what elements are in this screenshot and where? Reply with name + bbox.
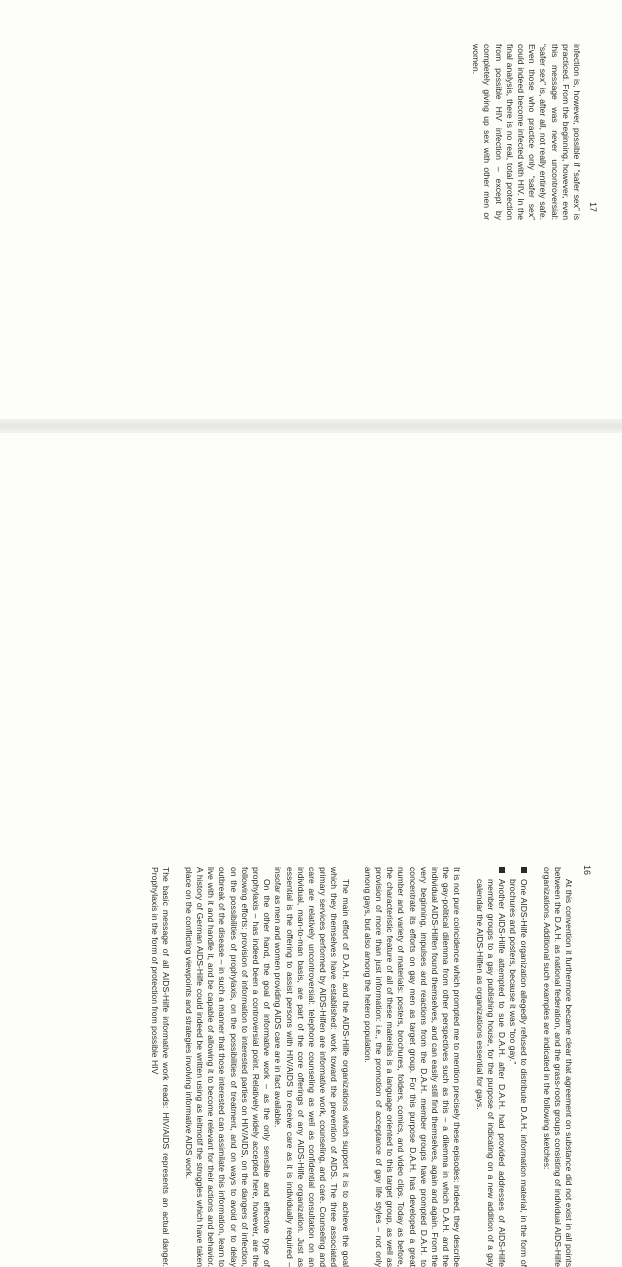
- page-16-paragraph-2: The main effort of D.A.H. and the AIDS-Hilfe organizations which support it is to achieve the goal which they themselves have established: work toward the prevention of AIDS. The three associated primary services performed by AIDS-Hilfen are informative work, counseling, and care. Counseling and care are relatively uncontroversial: telephone counseling as well as confidential consultation on an individual, man-to-man basis, are part of the core offerings of any AIDS-Hilfe organization. Just as essential is the offering to assist persons with HIV/AIDS to receive care as it is individually required – insofar as men and women providing AIDS care are in fact available.: [273, 867, 351, 1267]
- page-17-number: 17: [588, 202, 598, 213]
- page-17-text-column: [459, 44, 582, 220]
- page-16-text-column: [138, 867, 574, 1267]
- page-16-bullet-item: [507, 867, 529, 1267]
- page-16-bullet-item: [473, 867, 507, 1267]
- page-16-paragraph-1: It is not pure coincidence which prompted me to mention precisely these episodes: indeed, they describe the gay-political dilemma from other perspectives such as this – a dilemma in which D.A.H. and the individual AIDS-Hilfen found themselves, and can easily still find themselves, again and again. From the very beginning, impulses and reactions from the D.A.H. member groups have prompted D.A.H. to concentrate its efforts on gay men as target group. For this purpose D.A.H. has developed a great number and variety of materials: posters, brochures, folders, comics, and video clips. Today as before, the characteristic feature of all of these materials is a language oriented to this target group, as well as provision of more than just information: i.e., the promotion of acceptance of gay life styles – not only among gays, but also among the hetero population.: [362, 867, 463, 1267]
- page-16-intro: At this convention it furthermore became clear that agreement on substance did not exist in all points between the D.A.H. as national federation, and the grass-roots groups consisting of individual AIDS-Hilfe organizations. Additional such examples are indicated in the following sketches:: [541, 867, 574, 1267]
- page-17-paragraph: infection is, however, possible if “safer sex” is practiced. From the beginning, however, even this message was never uncontroversial: “safer sex” is, after all, not really entirely safe. Even those who practice only “safer sex” could indeed become infected with HIV. In the final analysis, there is no real, total protection from possible HIV infection – except by completely giving up sex with other men or women.: [471, 44, 582, 220]
- page-17: [0, 0, 622, 419]
- page-16-paragraph-3: On the other hand, the goal of informative work – as the only sensible and effective type of prophylaxis – has indeed been a controversial point. Relatively widely accepted here, however, are the following efforts: provision of information to interested parties on HIV/AIDS, on the dangers of infection, on the possibilities of prophylaxis, on the possibilities of treatment, and on ways to avoid or to delay outbreak of the disease – in such a manner that those interested can assimilate this information, learn to live with it and handle it, and be capable of allowing it to become relevant for their actions and behavior. A history of German AIDS-Hilfe could indeed be written using as leitmotif the struggles which have taken place on the conflicting viewpoints and strategies involving informative AIDS work.: [183, 867, 273, 1267]
- square-bullet-icon: [521, 867, 527, 873]
- page-16-bullet-text: One AIDS-Hilfe organization allegedly refused to distribute D.A.H. information material, in the form of brochures and posters, because it was “too gay.”: [508, 879, 530, 1267]
- page-16-paragraph-4: The basic message of all AIDS-Hilfe informative work reads: HIV/AIDS represents an actual danger. Prophylaxis in the form of protection from possible HIV: [150, 867, 172, 1267]
- book-gutter: [0, 419, 622, 433]
- page-16-bullet-text: Another AIDS-Hilfe attempted to sue D.A.H. after D.A.H. had provided addresses of AIDS-Hilfe member groups to a gay publishing house, for the purpose of indicating on a new addition of a gay calendar the AIDS-Hilfen as organizations essential for gays.: [474, 879, 507, 1267]
- square-bullet-icon: [499, 867, 505, 873]
- page-16: [0, 433, 622, 1267]
- page-16-bullet-list: [473, 867, 529, 1267]
- page-16-number: 16: [582, 865, 592, 876]
